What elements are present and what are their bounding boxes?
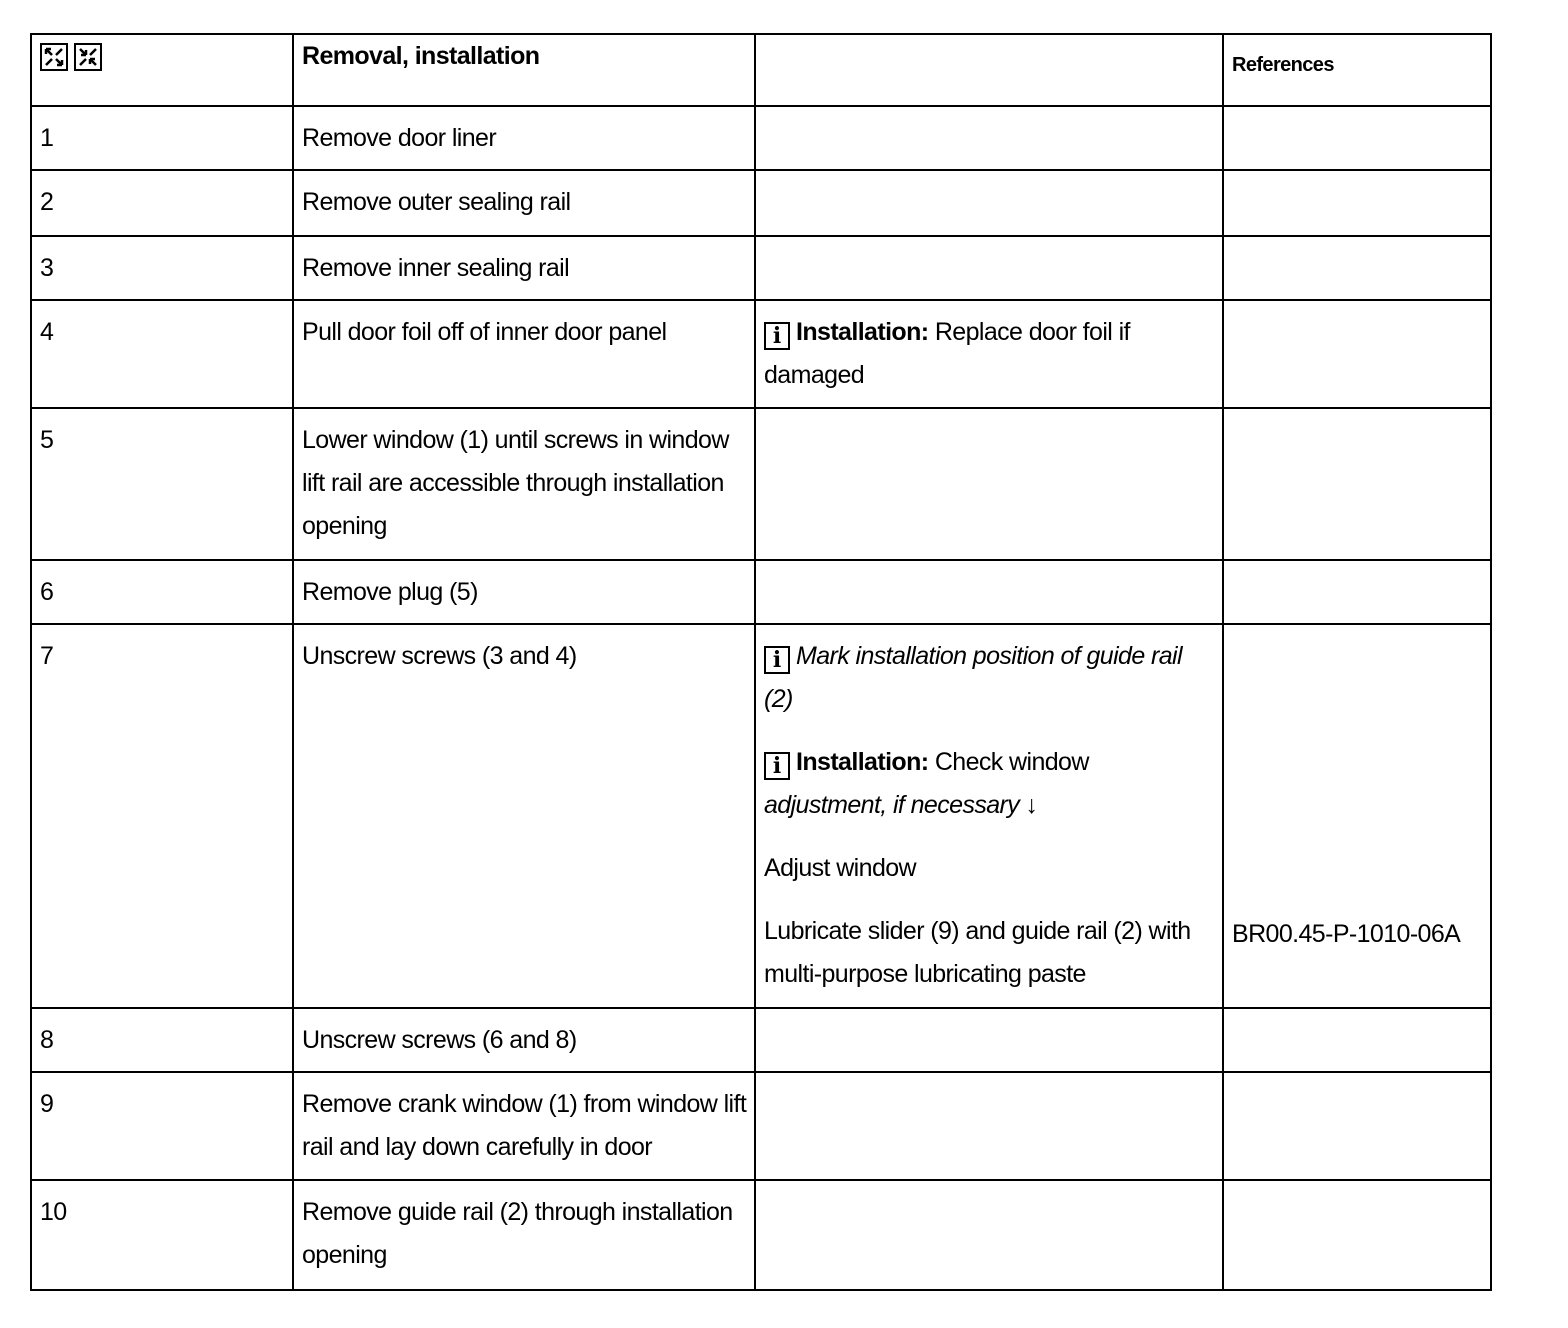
tool-icon	[40, 43, 68, 71]
note-label: Installation:	[796, 318, 929, 346]
header-row	[31, 34, 1491, 106]
table-row	[31, 1180, 1491, 1290]
step-number: 10	[31, 1180, 293, 1290]
table-row	[31, 300, 1491, 408]
step-number: 3	[31, 236, 293, 300]
step-reference	[1223, 1180, 1491, 1290]
step-text: Remove plug (5)	[293, 560, 755, 624]
step-text: Lower window (1) until screws in window lift rail are accessible through installation opening	[293, 408, 755, 560]
header-references: References	[1223, 34, 1491, 106]
step-note	[755, 236, 1223, 300]
table-row	[31, 1072, 1491, 1180]
step-reference[interactable]: BR00.45-P-1010-06A	[1223, 624, 1491, 1008]
table-row	[31, 624, 1491, 1008]
step-text: Unscrew screws (6 and 8)	[293, 1008, 755, 1072]
step-reference	[1223, 106, 1491, 170]
table-row	[31, 560, 1491, 624]
table-row	[31, 236, 1491, 300]
tool-icon	[74, 43, 102, 71]
step-text: Remove crank window (1) from window lift rail and lay down carefully in door	[293, 1072, 755, 1180]
step-reference	[1223, 1072, 1491, 1180]
step-reference	[1223, 300, 1491, 408]
step-number: 8	[31, 1008, 293, 1072]
step-text: Remove inner sealing rail	[293, 236, 755, 300]
note-text: Replace door foil if damaged	[764, 318, 1130, 389]
step-number: 2	[31, 170, 293, 236]
step-note	[755, 624, 1223, 1008]
step-note	[755, 1072, 1223, 1180]
step-note	[755, 300, 1223, 408]
header-blank	[755, 34, 1223, 106]
step-number: 1	[31, 106, 293, 170]
step-note	[755, 1008, 1223, 1072]
step-reference	[1223, 408, 1491, 560]
step-reference	[1223, 170, 1491, 236]
note-paragraph: Adjust window	[764, 854, 917, 882]
adjustment-link[interactable]: adjustment, if necessary ↓	[764, 791, 1038, 819]
table-row	[31, 106, 1491, 170]
table-row	[31, 1008, 1491, 1072]
note-paragraph: i Installation: Check window adjustment, if necessary ↓	[764, 748, 1089, 819]
step-note	[755, 560, 1223, 624]
step-number: 5	[31, 408, 293, 560]
table-row	[31, 170, 1491, 236]
info-icon: i	[764, 752, 790, 780]
step-text: Remove door liner	[293, 106, 755, 170]
header-icons-cell	[31, 34, 293, 106]
step-text: Remove outer sealing rail	[293, 170, 755, 236]
step-number: 7	[31, 624, 293, 1008]
info-icon: i	[764, 646, 790, 674]
info-icon: i	[764, 322, 790, 350]
header-title: Removal, installation	[293, 34, 755, 106]
note-paragraph: i Mark installation position of guide rail (2)	[764, 642, 1182, 713]
step-note	[755, 106, 1223, 170]
step-reference	[1223, 236, 1491, 300]
step-note	[755, 170, 1223, 236]
step-text: Remove guide rail (2) through installation opening	[293, 1180, 755, 1290]
step-note	[755, 1180, 1223, 1290]
step-number: 6	[31, 560, 293, 624]
procedure-table	[30, 33, 1492, 1291]
note-paragraph: Lubricate slider (9) and guide rail (2) with multi-purpose lubricating paste	[764, 917, 1191, 988]
step-number: 4	[31, 300, 293, 408]
step-reference	[1223, 1008, 1491, 1072]
step-text: Unscrew screws (3 and 4)	[293, 624, 755, 1008]
step-reference	[1223, 560, 1491, 624]
table-row	[31, 408, 1491, 560]
step-text: Pull door foil off of inner door panel	[293, 300, 755, 408]
step-number: 9	[31, 1072, 293, 1180]
step-note	[755, 408, 1223, 560]
